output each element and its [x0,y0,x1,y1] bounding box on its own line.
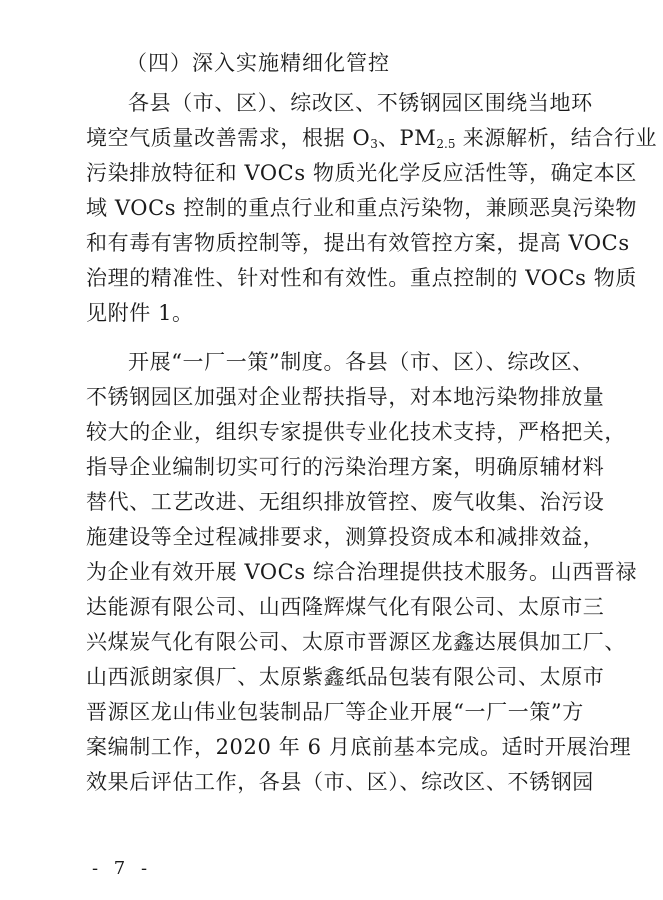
paragraph-line: 各县（市、区）、综改区、不锈钢园区围绕当地环 [128,91,593,115]
paragraph-line: 效果后评估工作，各县（市、区）、综改区、不锈钢园 [86,770,594,794]
text-segment: 来源解析，结合行业 [455,126,658,150]
subscript: 3 [370,137,378,151]
paragraph-1 [86,86,658,331]
paragraph-line: 见附件 1。 [86,301,194,325]
body-text [86,86,658,814]
paragraph-line: 污染排放特征和 VOCs 物质光化学反应活性等，确定本区 [86,161,638,185]
paragraph-line: 域 VOCs 控制的重点行业和重点污染物，兼顾恶臭污染物 [86,196,638,220]
page-number: - 7 - [92,858,153,879]
paragraph-line: 为企业有效开展 VOCs 综合治理提供技术服务。山西晋禄 [86,560,638,584]
paragraph-2 [86,345,638,800]
paragraph-line: 不锈钢园区加强对企业帮扶指导，对本地污染物排放量 [86,385,605,409]
paragraph-line: 和有毒有害物质控制等，提出有效管控方案，提高 VOCs [86,231,630,255]
paragraph-line: 山西派朗家俱厂、太原紫鑫纸品包装有限公司、太原市 [86,665,605,689]
paragraph-line [86,121,658,156]
paragraph-line: 兴煤炭气化有限公司、太原市晋源区龙鑫达展俱加工厂、 [86,630,626,654]
paragraph-line: 达能源有限公司、山西隆辉煤气化有限公司、太原市三 [86,595,605,619]
paragraph-line: 替代、工艺改进、无组织排放管控、废气收集、治污设 [86,490,605,514]
section-heading: （四）深入实施精细化管控 [126,51,390,75]
text-segment: 境空气质量改善需求，根据 O [86,126,371,150]
paragraph-line: 施建设等全过程减排要求，测算投资成本和减排效益， [86,525,605,549]
text-segment: 、PM [377,126,437,150]
paragraph-line: 开展“一厂一策”制度。各县（市、区）、综改区、 [128,350,594,374]
paragraph-line: 治理的精准性、针对性和有效性。重点控制的 VOCs 物质 [86,266,638,290]
paragraph-line: 较大的企业，组织专家提供专业化技术支持，严格把关， [86,420,626,444]
paragraph-line: 晋源区龙山伟业包装制品厂等企业开展“一厂一策”方 [86,700,584,724]
subscript: 2.5 [436,137,456,151]
paragraph-line: 案编制工作，2020 年 6 月底前基本完成。适时开展治理 [86,735,632,759]
paragraph-line: 指导企业编制切实可行的污染治理方案，明确原辅材料 [86,455,605,479]
